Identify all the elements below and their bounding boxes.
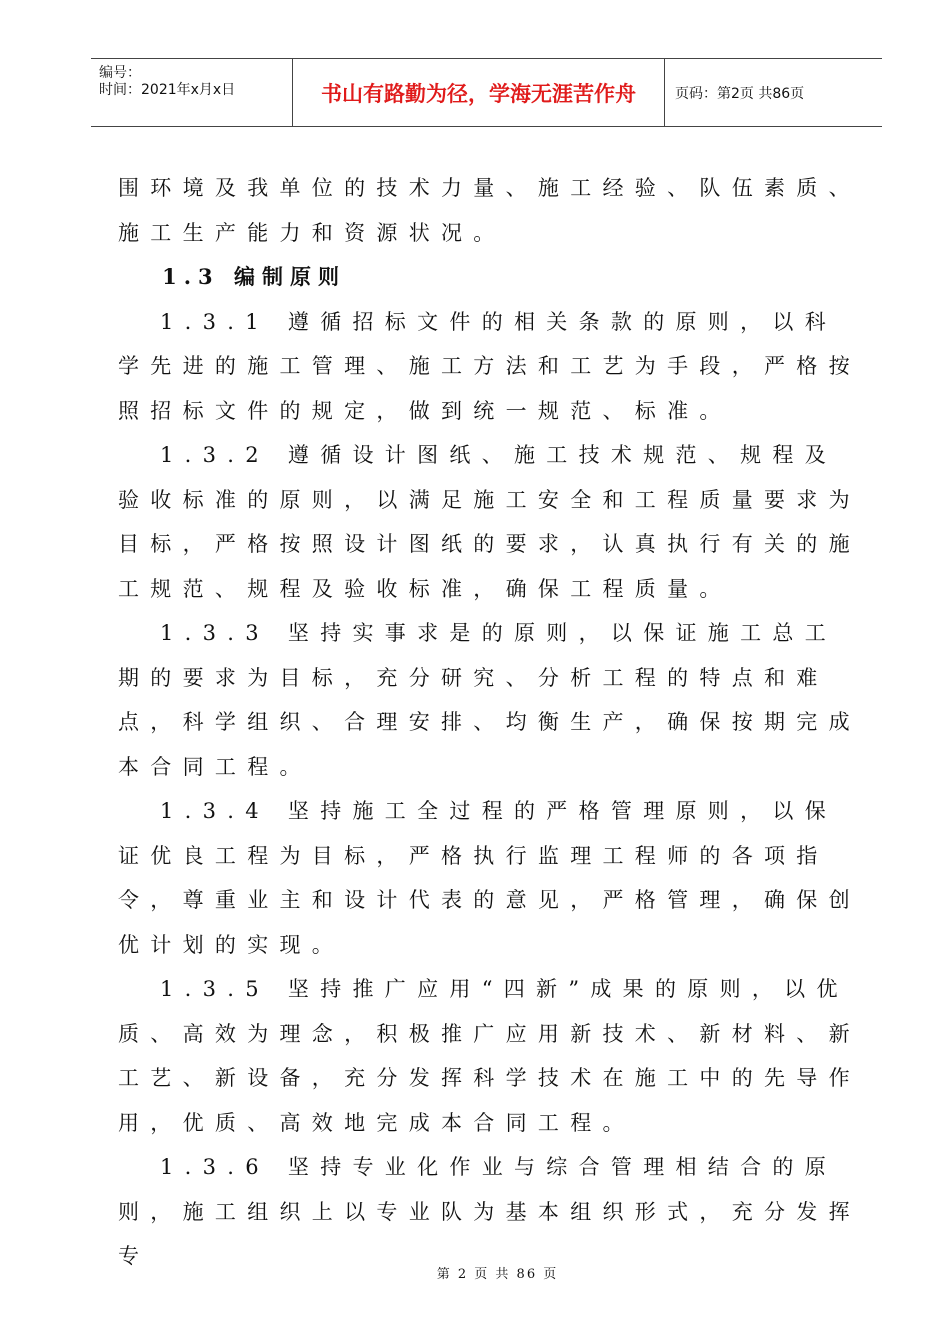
header-page-info: 页码：第2页 共86页 [675, 85, 805, 102]
section-heading: 1.3 编制原则 [162, 264, 346, 289]
paragraph-1-3-5: 1.3.5 坚持推广应用“四新”成果的原则，以优质、高效为理念，积极推广应用新技术、新材料、新工艺、新设备，充分发挥科学技术在施工中的先导作用，优质、高效地完成本合同工程。 [118, 977, 861, 1135]
code-label: 编号： [99, 65, 141, 81]
slogan: 书山有路勤为径，学海无涯苦作舟 [321, 81, 636, 106]
paragraph-1-3-3: 1.3.3 坚持实事求是的原则，以保证施工总工期的要求为目标，充分研究、分析工程的特点和难点，科学组织、合理安排、均衡生产，确保按期完成本合同工程。 [118, 621, 861, 779]
paragraph-1-3-1: 1.3.1 遵循招标文件的相关条款的原则，以科学先进的施工管理、施工方法和工艺为手段，严格按照招标文件的规定，做到统一规范、标准。 [118, 309, 861, 423]
paragraph-continued: 围环境及我单位的技术力量、施工经验、队伍素质、施工生产能力和资源状况。 [118, 176, 861, 245]
header-slogan-cell [293, 59, 665, 126]
page-header [91, 58, 882, 127]
document-body [118, 166, 863, 1279]
page-footer: 第 2 页 共 86 页 [436, 1267, 559, 1282]
header-meta [91, 59, 293, 126]
paragraph-1-3-6: 1.3.6 坚持专业化作业与综合管理相结合的原则，施工组织上以专业队为基本组织形式，充分发挥专 [118, 1155, 861, 1268]
paragraph-1-3-2: 1.3.2 遵循设计图纸、施工技术规范、规程及验收标准的原则，以满足施工安全和工程质量要求为目标，严格按照设计图纸的要求，认真执行有关的施工规范、规程及验收标准，确保工程质量。 [118, 443, 861, 601]
paragraph-1-3-4: 1.3.4 坚持施工全过程的严格管理原则，以保证优良工程为目标，严格执行监理工程师的各项指令，尊重业主和设计代表的意见，严格管理，确保创优计划的实现。 [118, 799, 861, 957]
time-text: 时间：2021年x月x日 [99, 82, 236, 98]
